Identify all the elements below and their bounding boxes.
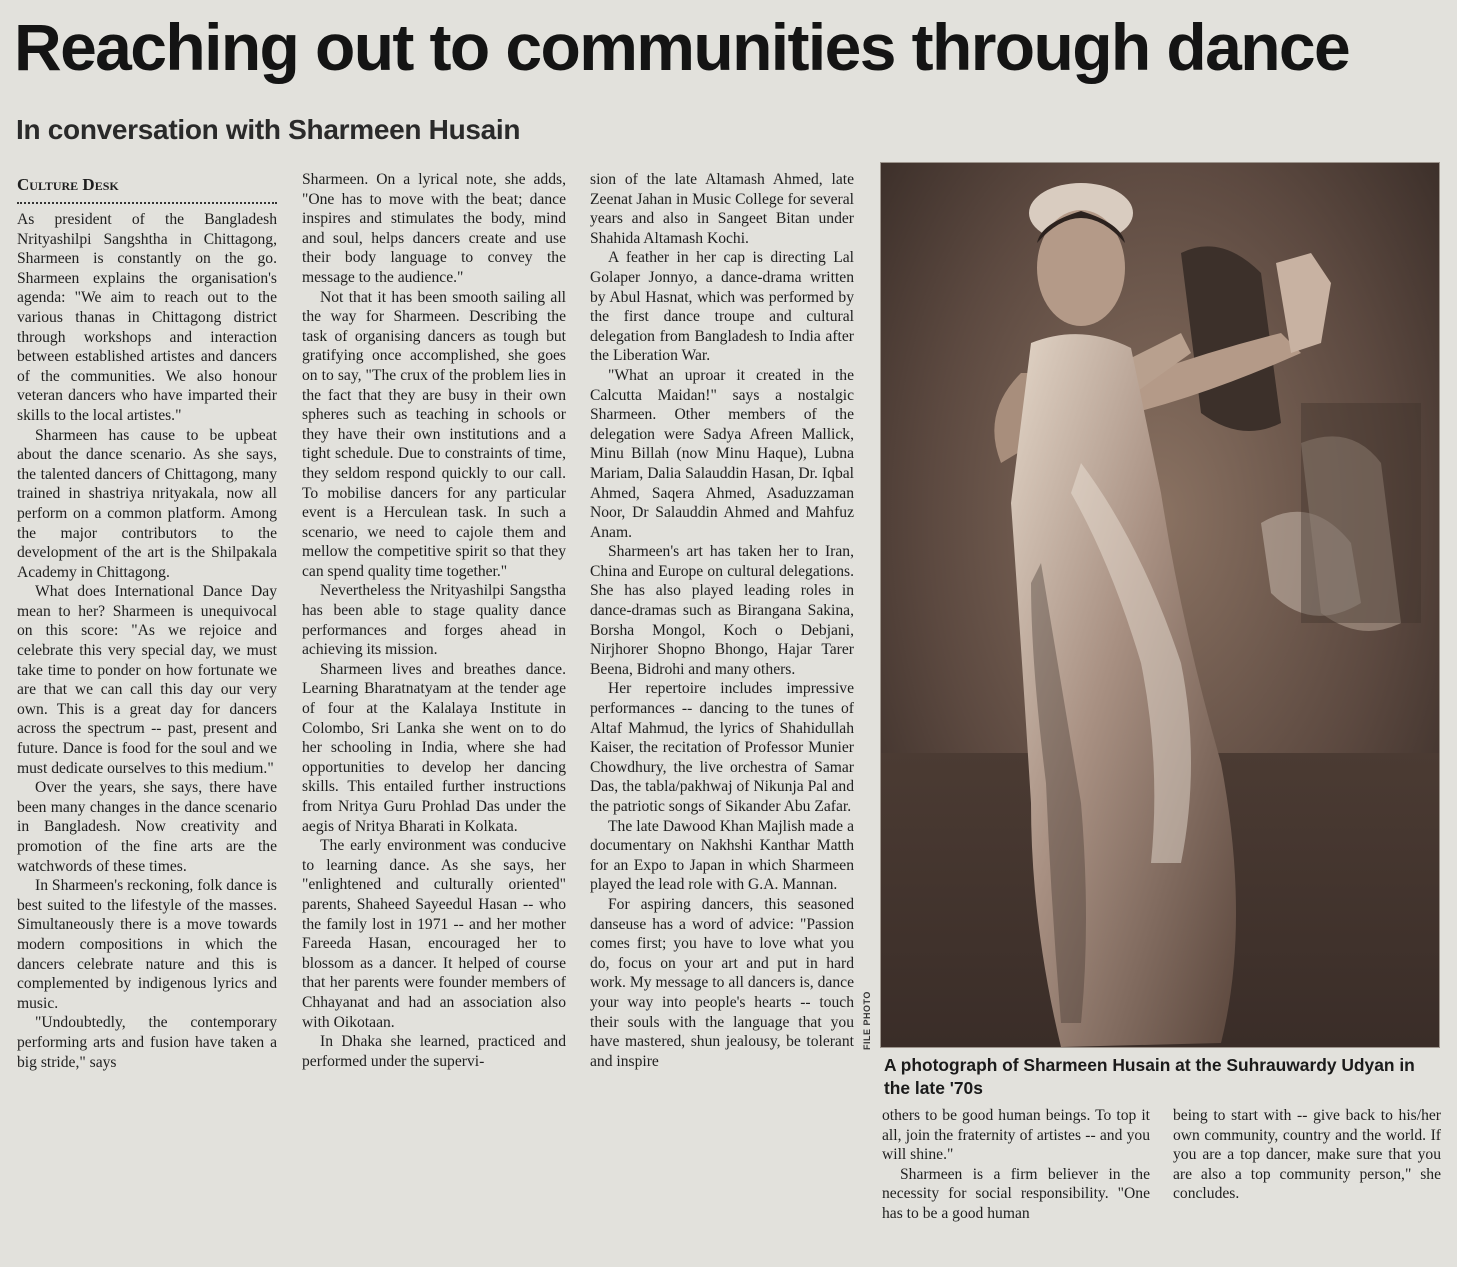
paragraph: "Undoubtedly, the contemporary performing arts and fusion have taken a big stride," says — [17, 1014, 277, 1071]
photo-caption: A photograph of Sharmeen Husain at the Suhrauwardy Udyan in the late '70s — [884, 1055, 1415, 1098]
byline-divider — [17, 200, 277, 204]
paragraph: Over the years, she says, there have been many changes in the dance scenario in Bangladesh. Now creativity and promotion of the fine arts are the watchwords of these times. — [17, 779, 277, 875]
paragraph: Her repertoire includes impressive performances -- dancing to the tunes of Altaf Mahmud, the lyrics of Shahidullah Kaiser, the recitation of Professor Munier Chowdhury, the live orchestra of Samar Das, the tabla/pakhwaj of Nikunja Pal and the patriotic songs of Sikander Abu Zafar. — [590, 680, 854, 815]
subheadline: In conversation with Sharmeen Husain — [16, 114, 521, 145]
photo-credit: FILE PHOTO — [862, 991, 872, 1050]
paragraph: being to start with -- give back to his/her own community, country and the world. If you are a top dancer, make sure that you are also a top community person," she concludes. — [1173, 1107, 1441, 1203]
paragraph: A feather in her cap is directing Lal Golaper Jonnyo, a dance-drama written by Abul Hasnat, which was performed by the first dance troupe and cultural delegation from Bangladesh to India after the Liberation War. — [590, 249, 854, 365]
paragraph: The late Dawood Khan Majlish made a documentary on Nakhshi Kanthar Matth for an Expo to Japan in which Sharmeen played the lead role with G.A. Mannan. — [590, 817, 854, 894]
dancer-photo — [880, 162, 1440, 1048]
paragraph: others to be good human beings. To top it all, join the fraternity of artistes -- and you will shine." — [882, 1107, 1150, 1164]
article-column-3 — [590, 170, 854, 1240]
paragraph: sion of the late Altamash Ahmed, late Zeenat Jahan in Music College for several years and also in Sangeet Bitan under Shahida Altamash Kochi. — [590, 171, 854, 247]
paragraph: Sharmeen's art has taken her to Iran, China and Europe on cultural delegations. She has also played leading roles in dance-dramas such as Birangana Sakina, Borsha Mongol, Koch o Debjani, Nirjhorer Shopno Bhongo, Hajar Tarer Beena, Bidrohi and many others. — [590, 543, 854, 678]
byline: Culture Desk — [17, 175, 119, 194]
article-column-5 — [1173, 1106, 1441, 1236]
paragraph: In Sharmeen's reckoning, folk dance is best suited to the lifestyle of the masses. Simultaneously there is a move towards modern compositions in which the dancers celebrate nature and this is complemented by indigenous lyrics and music. — [17, 877, 277, 1012]
paragraph: For aspiring dancers, this seasoned danseuse has a word of advice: "Passion comes first; you have to love what you do, focus on your art and put in hard work. My message to all dancers is, dance your way into people's hearts -- touch their souls with the language that you have mastered, shun jealousy, be tolerant and inspire — [590, 895, 854, 1070]
article-column-1 — [17, 170, 277, 1240]
headline: Reaching out to communities through dance — [14, 10, 1350, 84]
paragraph: The early environment was conducive to learning dance. As she says, her "enlightened and culturally oriented" parents, Shaheed Sayeedul Hasan -- who the family lost in 1971 -- and her mother Fareeda Hasan, encouraged her to blossom as a dancer. It helped of course that her parents were founder members of Chhayanat and had an association also with Oikotaan. — [302, 837, 566, 1031]
paragraph: Sharmeen lives and breathes dance. Learning Bharatnatyam at the tender age of four at the Kalalaya Institute in Colombo, Sri Lanka she went on to do her schooling in India, where she had opportunities to develop her dancing skills. This entailed further instructions from Nritya Guru Prohlad Das under the aegis of Nritya Bharati in Kolkata. — [302, 660, 566, 835]
article-column-4 — [882, 1106, 1150, 1236]
paragraph: Sharmeen has cause to be upbeat about the dance scenario. As she says, the talented dancers of Chittagong, many trained in shastriya nrityakala, now all perform on a common platform. Among the major contributors to the development of the art is the Shilpakala Academy in Chittagong. — [17, 426, 277, 581]
paragraph: "What an uproar it created in the Calcutta Maidan!" says a nostalgic Sharmeen. Other members of the delegation were Sadya Afreen Mallick, Minu Billah (now Minu Haque), Lubna Mariam, Dalia Salauddin Hasan, Dr. Iqbal Ahmed, Saqera Ahmed, Asaduzzaman Noor, Dr Salauddin Ahmed and Mahfuz Anam. — [590, 366, 854, 541]
article-column-2 — [302, 170, 566, 1240]
paragraph: Not that it has been smooth sailing all the way for Sharmeen. Describing the task of organising dancers as tough but gratifying once accomplished, she goes on to say, "The crux of the problem lies in the fact that they are busy in their own spheres such as teaching in schools or they have their own institutions and a tight schedule. Due to constraints of time, they seldom respond quickly to our call. To mobilise dancers for any particular event is a Herculean task. In such a scenario, we need to cajole them and mellow the competitive spirit so that they can spend quality time together." — [302, 288, 566, 580]
paragraph: Sharmeen. On a lyrical note, she adds, "One has to move with the beat; dance inspires and stimulates the body, mind and soul, helps dancers create and use their body language to convey the message to the audience." — [302, 171, 566, 286]
paragraph: Nevertheless the Nrityashilpi Sangstha has been able to stage quality dance performances and forges ahead in achieving its mission. — [302, 582, 566, 659]
paragraph: In Dhaka she learned, practiced and performed under the supervi- — [302, 1033, 566, 1070]
paragraph: What does International Dance Day mean to her? Sharmeen is unequivocal on this score: "As we rejoice and celebrate this very special day, we must take time to ponder on how fortunate we are that we can call this day our very own. This is a great day for dancers across the spectrum -- past, present and future. Dance is food for the soul and we must dedicate ourselves to this medium." — [17, 583, 277, 777]
dancer-photo-illustration — [881, 163, 1439, 1047]
paragraph: Sharmeen is a firm believer in the necessity for social responsibility. "One has to be a good human — [882, 1165, 1150, 1222]
paragraph: As president of the Bangladesh Nrityashilpi Sangshtha in Chittagong, Sharmeen is constantly on the go. Sharmeen explains the organisation's agenda: "We aim to reach out to the various thanas in Chittagong district through workshops and interaction between established artistes and dancers of the communities. We also honour veteran dancers who have imparted their skills to the local artistes." — [17, 211, 277, 424]
